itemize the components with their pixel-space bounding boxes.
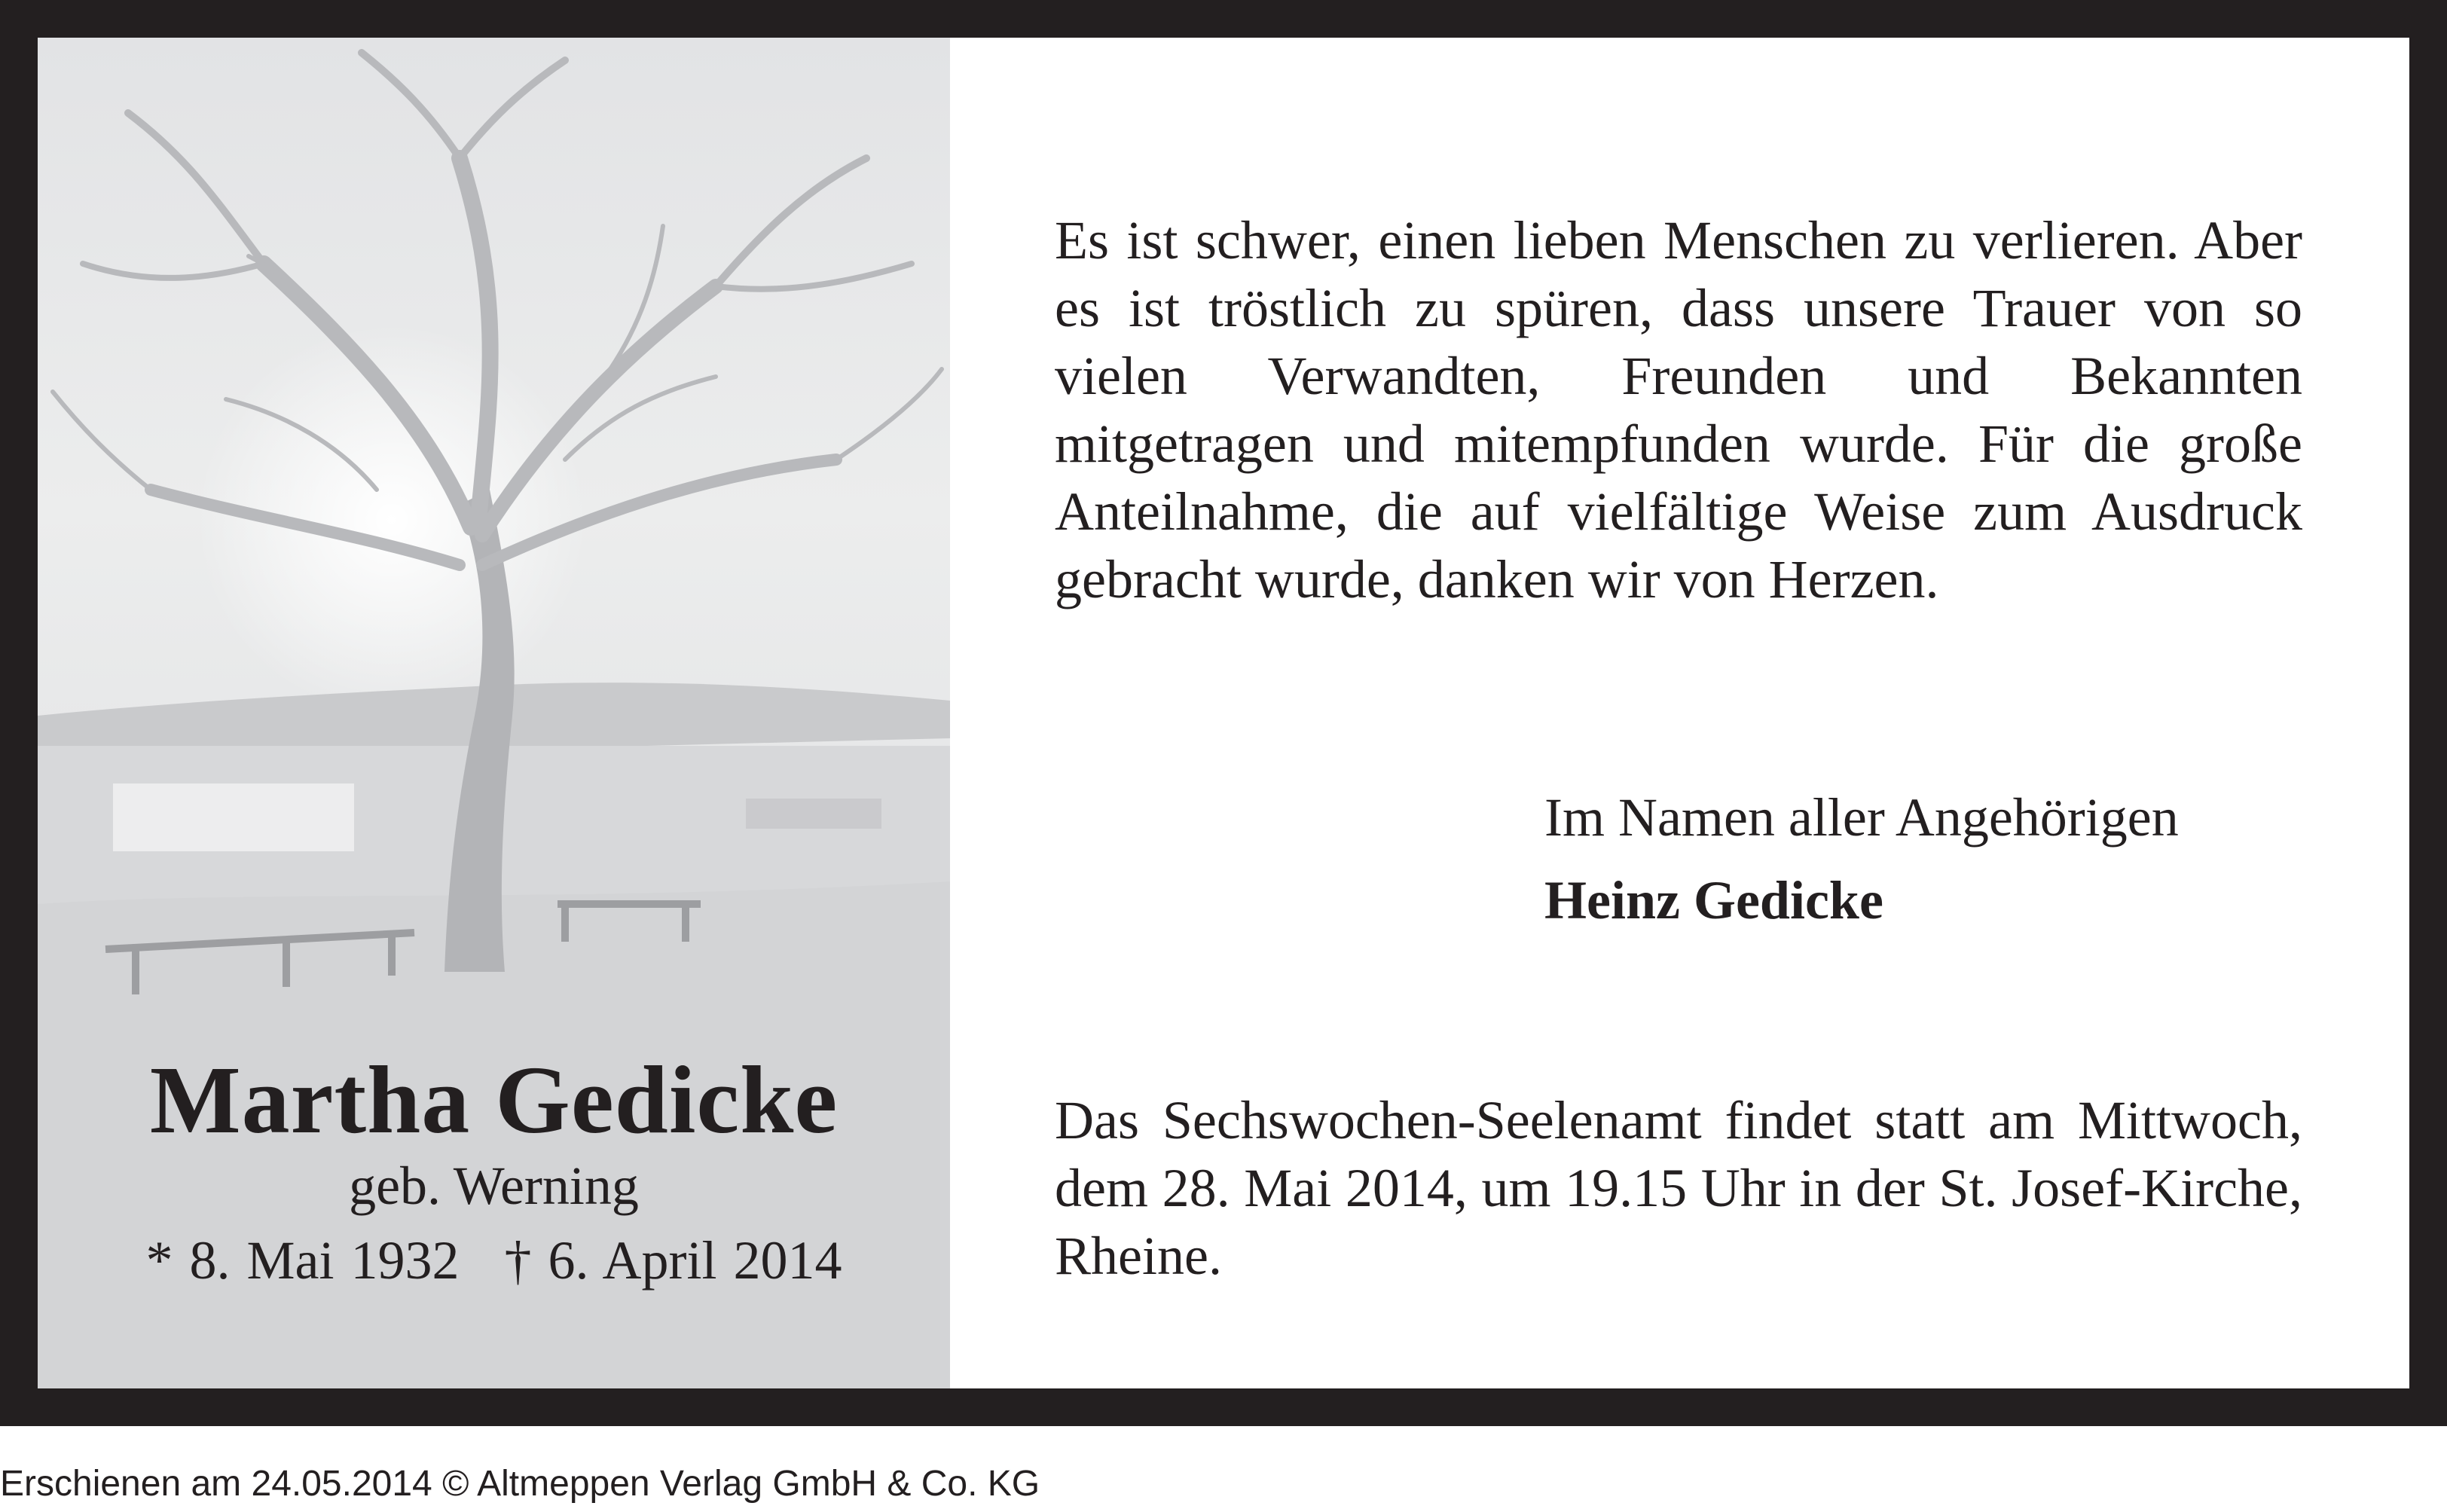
far-islet [746,799,881,829]
water-reflection [113,783,354,851]
signoff-block [1544,776,2179,942]
thanks-paragraph: Es ist schwer, einen lieben Menschen zu verlieren. Aber es ist tröstlich zu spüren, dass unsere Trauer von so vielen Verwandten, Freunden und Bekannten mitgetragen und mitempfunden wurde. Für die große Anteilnahme, die auf vielfältige Weise zum Ausdruck gebracht wurde, danken wir von Herzen. [1055,210,2302,609]
memorial-photo-tree-lake [38,38,950,1388]
publication-credit: Erschienen am 24.05.2014 © Altmeppen Verlag GmbH & Co. KG [0,1464,1040,1504]
signoff-line: Im Namen aller Angehörigen [1544,787,2179,848]
memorial-service-paragraph: Das Sechswochen-Seelenamt findet statt am Mittwoch, dem 28. Mai 2014, um 19.15 Uhr in der St. Josef-Kirche, Rheine. [1055,1090,2302,1286]
obituary-inner-border [33,33,2414,1393]
deceased-maiden-name: geb. Werning [349,1156,639,1216]
signer-name: Heinz Gedicke [1544,870,1883,930]
deceased-block [38,1047,950,1302]
deceased-life-dates [38,1219,950,1302]
obituary-content [38,38,2409,1388]
birth-date: * 8. Mai 1932 [145,1230,460,1291]
death-date: † 6. April 2014 [504,1230,842,1291]
deceased-name: Martha Gedicke [149,1046,839,1153]
